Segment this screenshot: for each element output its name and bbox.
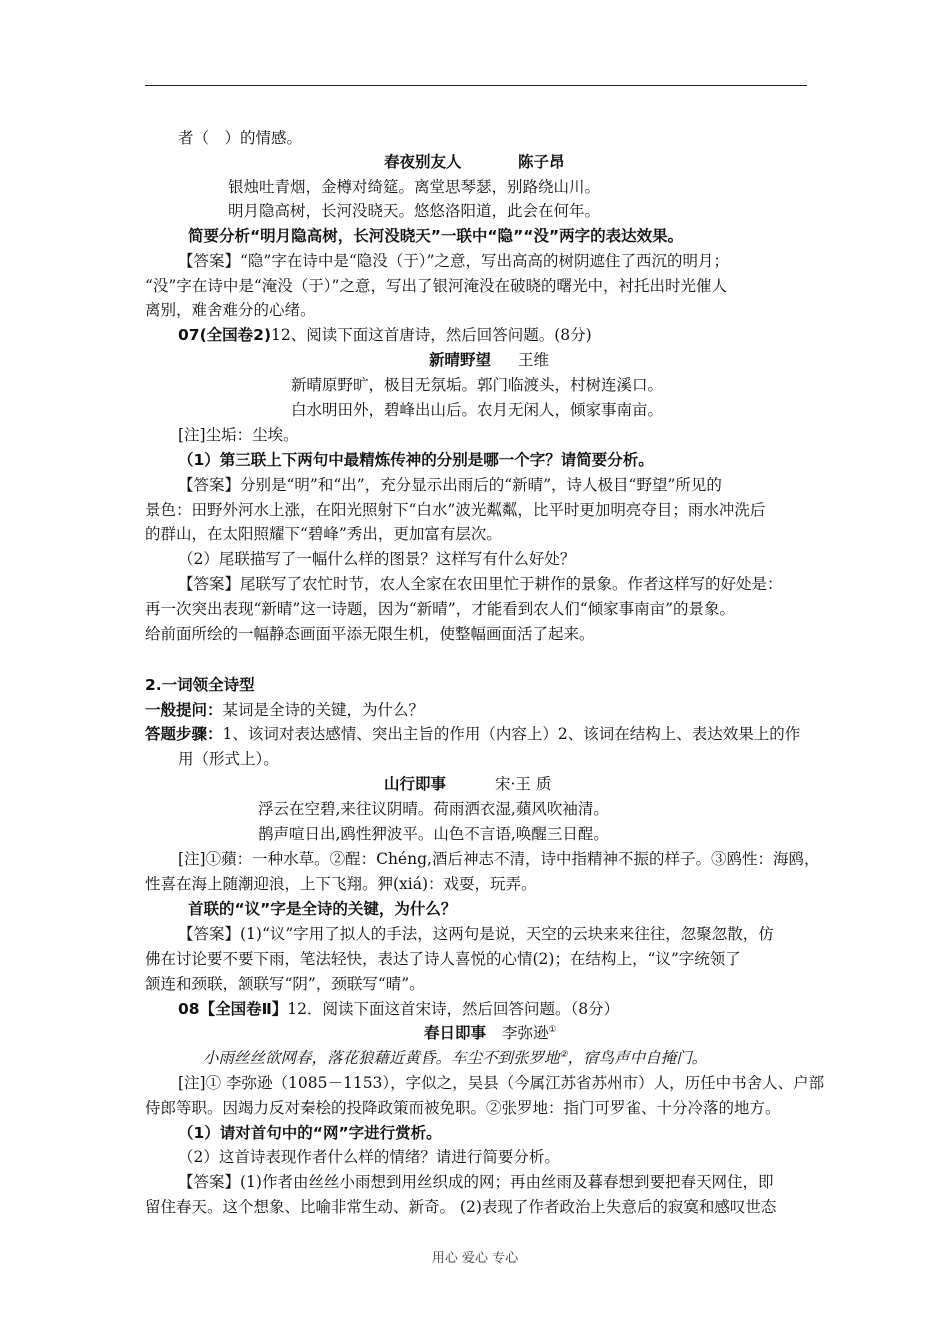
poem-line: 银烛吐青烟，金樽对绮筵。离堂思琴瑟，别路绕山川。 <box>228 178 601 196</box>
note: [注]尘垢：尘埃。 <box>178 426 299 444</box>
poem-title: 新晴野望 <box>429 351 492 369</box>
page-footer: 用心 爱心 专心 <box>431 1251 519 1266</box>
poem-author: 王维 <box>518 351 550 369</box>
poem-author: 宋·王 质 <box>495 775 552 793</box>
note: [注]① 李弥逊（1085－1153），字似之，吴县（今属江苏省苏州市）人，历任中书舍人、户部 <box>178 1074 825 1092</box>
answer-line: 的群山，在太阳照耀下“碧峰”秀出，更加富有层次。 <box>145 525 502 543</box>
answer-line: 再一次突出表现“新晴”这一诗题，因为“新晴”，才能看到农人们“倾家事南亩”的景象。 <box>145 600 736 618</box>
note: 侍郎等职。因竭力反对秦桧的投降政策而被免职。②张罗地：指门可罗雀、十分冷落的地方。 <box>145 1099 781 1117</box>
answer-line: 【答案】(1)作者由丝丝小雨想到用丝织成的网；再由丝雨及暮春想到要把春天网住，即 <box>178 1173 774 1191</box>
answer-line: 【答案】分别是“明”和“出”，充分显示出雨后的“新晴”，诗人极目“野望”所见的 <box>178 476 722 494</box>
exam-heading: 08【全国卷Ⅱ】12．阅读下面这首宋诗，然后回答问题。（8分） <box>178 1000 620 1018</box>
text-line: 用（形式上）。 <box>178 750 279 768</box>
answer-line: 颔连和颈联，颔联写“阴”，颈联写“晴”。 <box>145 975 425 993</box>
poem-author: 李弥逊① <box>502 1024 557 1042</box>
text-line: 答题步骤：1、该词对表达感情、突出主旨的作用（内容上）2、该词在结构上、表达效果上的作 <box>145 725 801 743</box>
answer-line: 【答案】(1)“议”字用了拟人的手法，这两句是说，天空的云块来来往往，忽聚忽散，仿 <box>178 925 774 943</box>
answer-line: 【答案】尾联写了农忙时节，农人全家在农田里忙于耕作的景象。作者这样写的好处是： <box>178 575 783 593</box>
poem-line: 白水明田外，碧峰出山后。农月无闲人，倾家事南亩。 <box>291 401 664 419</box>
poem-line: 明月隐高树，长河没晓天。悠悠洛阳道，此会在何年。 <box>228 202 601 220</box>
poem-title: 山行即事 <box>384 775 447 793</box>
answer-line: 【答案】“隐”字在诗中是“隐没（于）”之意，写出高高的树阴遮住了西沉的明月； <box>178 252 729 270</box>
text-line: 一般提问：某词是全诗的关键，为什么？ <box>145 701 425 719</box>
text-line: 者（ ）的情感。 <box>178 129 303 147</box>
poem-title: 春夜别友人 <box>384 153 462 171</box>
answer-line: 离别，难舍难分的心绪。 <box>145 301 316 319</box>
question: 首联的“议”字是全诗的关键，为什么？ <box>188 900 457 918</box>
answer-line: 给前面所绘的一幅静态画面平添无限生机，使整幅画面活了起来。 <box>145 625 595 643</box>
answer-line: 佛在讨论要不要下雨，笔法轻快，表达了诗人喜悦的心情(2)；在结构上，“议”字统领了 <box>145 950 741 968</box>
section-heading: 2.一词领全诗型 <box>145 676 255 694</box>
poem-title: 春日即事 <box>424 1024 487 1042</box>
exam-heading: 07(全国卷2)12、阅读下面这首唐诗，然后回答问题。(8分) <box>178 326 592 344</box>
header-rule <box>145 85 807 86</box>
note: 性喜在海上随潮迎浪，上下飞翔。狎(xiá)：戏耍，玩弄。 <box>145 875 537 893</box>
question: （1）第三联上下两句中最精炼传神的分别是哪一个字？请简要分析。 <box>178 451 654 469</box>
poem-line: 鹊声喧日出,鸥性狎波平。山色不言语,唤醒三日酲。 <box>258 825 609 843</box>
note: [注]①蘋：一种水草。②酲：Chéng,酒后神志不清，诗中指精神不振的样子。③鸥性：海鸥， <box>178 850 820 868</box>
poem-author: 陈子昂 <box>518 153 565 171</box>
question: （2）这首诗表现作者什么样的情绪？请进行简要分析。 <box>178 1148 560 1166</box>
answer-line: “没”字在诗中是“淹没（于）”之意，写出了银河淹没在破晓的曙光中，衬托出时光催人 <box>145 277 727 295</box>
footnote-mark: ① <box>548 1025 557 1035</box>
question: 简要分析“明月隐高树，长河没晓天”一联中“隐”“没”两字的表达效果。 <box>188 227 684 245</box>
question: （1）请对首句中的“网”字进行赏析。 <box>178 1124 442 1142</box>
poem-line: 新晴原野旷，极目无氛垢。郭门临渡头，村树连溪口。 <box>291 376 664 394</box>
answer-line: 留住春天。这个想象、比喻非常生动、新奇。 (2)表现了作者政治上失意后的寂寞和感叹世态 <box>145 1198 777 1216</box>
question: （2）尾联描写了一幅什么样的图景？这样写有什么好处？ <box>178 550 576 568</box>
answer-line: 景色：田野外河水上涨，在阳光照射下“白水”波光粼粼，比平时更加明亮夺目；雨水冲洗后 <box>145 501 766 519</box>
poem-line: 小雨丝丝欲网春，落花狼藉近黄昏。车尘不到张罗地②，宿鸟声中自掩门。 <box>203 1049 708 1067</box>
poem-line: 浮云在空碧,来往议阴晴。荷雨洒衣湿,蘋风吹袖清。 <box>258 800 609 818</box>
footnote-mark: ② <box>559 1050 568 1060</box>
